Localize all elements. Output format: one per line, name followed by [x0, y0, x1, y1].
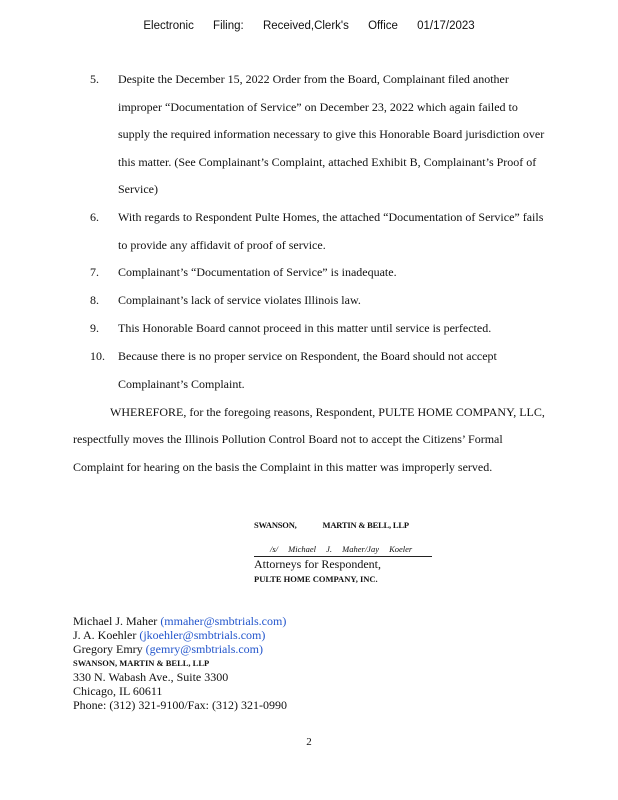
wherefore-line-2: respectfully moves the Illinois Pollution Control Board not to accept the Citizens’ Formal — [73, 432, 503, 446]
contact-name: Gregory Emry — [73, 642, 143, 656]
item-number: 9. — [90, 321, 99, 335]
address-city: Chicago, IL 60611 — [73, 684, 163, 698]
contact-name: J. A. Koehler — [73, 628, 137, 642]
contact-email-link[interactable]: (jkoehler@smbtrials.com) — [139, 628, 266, 642]
contact-line-2 — [73, 628, 265, 642]
item-text: Despite the December 15, 2022 Order from the Board, Complainant filed another improper “Documentation of Service” on December 23, 2022 which again failed to supply the required information necessary to give this Honorable Board jurisdiction over this matter. (See Complainant’s Complaint, attached Exhibit B, Complainant’s Proof of Service) — [118, 72, 545, 196]
signature-firm-header — [254, 520, 433, 530]
item-number: 5. — [90, 72, 99, 86]
contact-line-3 — [73, 642, 263, 656]
item-text: Because there is no proper service on Respondent, the Board should not accept Complainant’s Complaint. — [118, 349, 497, 391]
item-text: Complainant’s lack of service violates Illinois law. — [118, 293, 361, 307]
header-date: 01/17/2023 — [417, 20, 475, 32]
item-number: 7. — [90, 265, 99, 279]
client-name: PULTE HOME COMPANY, INC. — [254, 574, 378, 584]
item-number: 8. — [90, 293, 99, 307]
wherefore-line-1: WHEREFORE, for the foregoing reasons, Respondent, PULTE HOME COMPANY, LLC, — [110, 405, 545, 419]
signature-line — [254, 544, 432, 557]
contact-email-link[interactable]: (mmaher@smbtrials.com) — [160, 614, 287, 628]
contact-email-link[interactable]: (gemry@smbtrials.com) — [145, 642, 264, 656]
item-text: Complainant’s “Documentation of Service” is inadequate. — [118, 265, 397, 279]
item-number: 6. — [90, 210, 99, 224]
header-electronic: Electronic — [143, 20, 194, 32]
firm-name-part1: SWANSON, — [254, 520, 297, 530]
firm-name-part2: MARTIN & BELL, LLP — [322, 520, 409, 530]
address-street: 330 N. Wabash Ave., Suite 3300 — [73, 670, 229, 684]
header-office: Office — [368, 20, 398, 32]
wherefore-line-3: Complaint for hearing on the basis the Complaint in this matter was improperly served. — [73, 460, 493, 474]
page-number: 2 — [306, 736, 312, 748]
header-filing: Filing: — [213, 20, 244, 32]
address-phone: Phone: (312) 321-9100/Fax: (312) 321-0990 — [73, 698, 287, 712]
contact-line-1 — [73, 614, 286, 628]
attorneys-for: Attorneys for Respondent, — [254, 557, 381, 571]
address-firm: SWANSON, MARTIN & BELL, LLP — [73, 658, 210, 668]
item-text: This Honorable Board cannot proceed in this matter until service is perfected. — [118, 321, 492, 335]
item-text: With regards to Respondent Pulte Homes, the attached “Documentation of Service” fails to provide any affidavit of proof of service. — [118, 210, 544, 252]
item-number: 10. — [90, 349, 105, 363]
contact-name: Michael J. Maher — [73, 614, 158, 628]
signature-text: /s/ Michael J. Maher/Jay Koeler — [270, 544, 413, 554]
filing-header — [0, 20, 618, 32]
header-received: Received,Clerk's — [262, 20, 349, 32]
